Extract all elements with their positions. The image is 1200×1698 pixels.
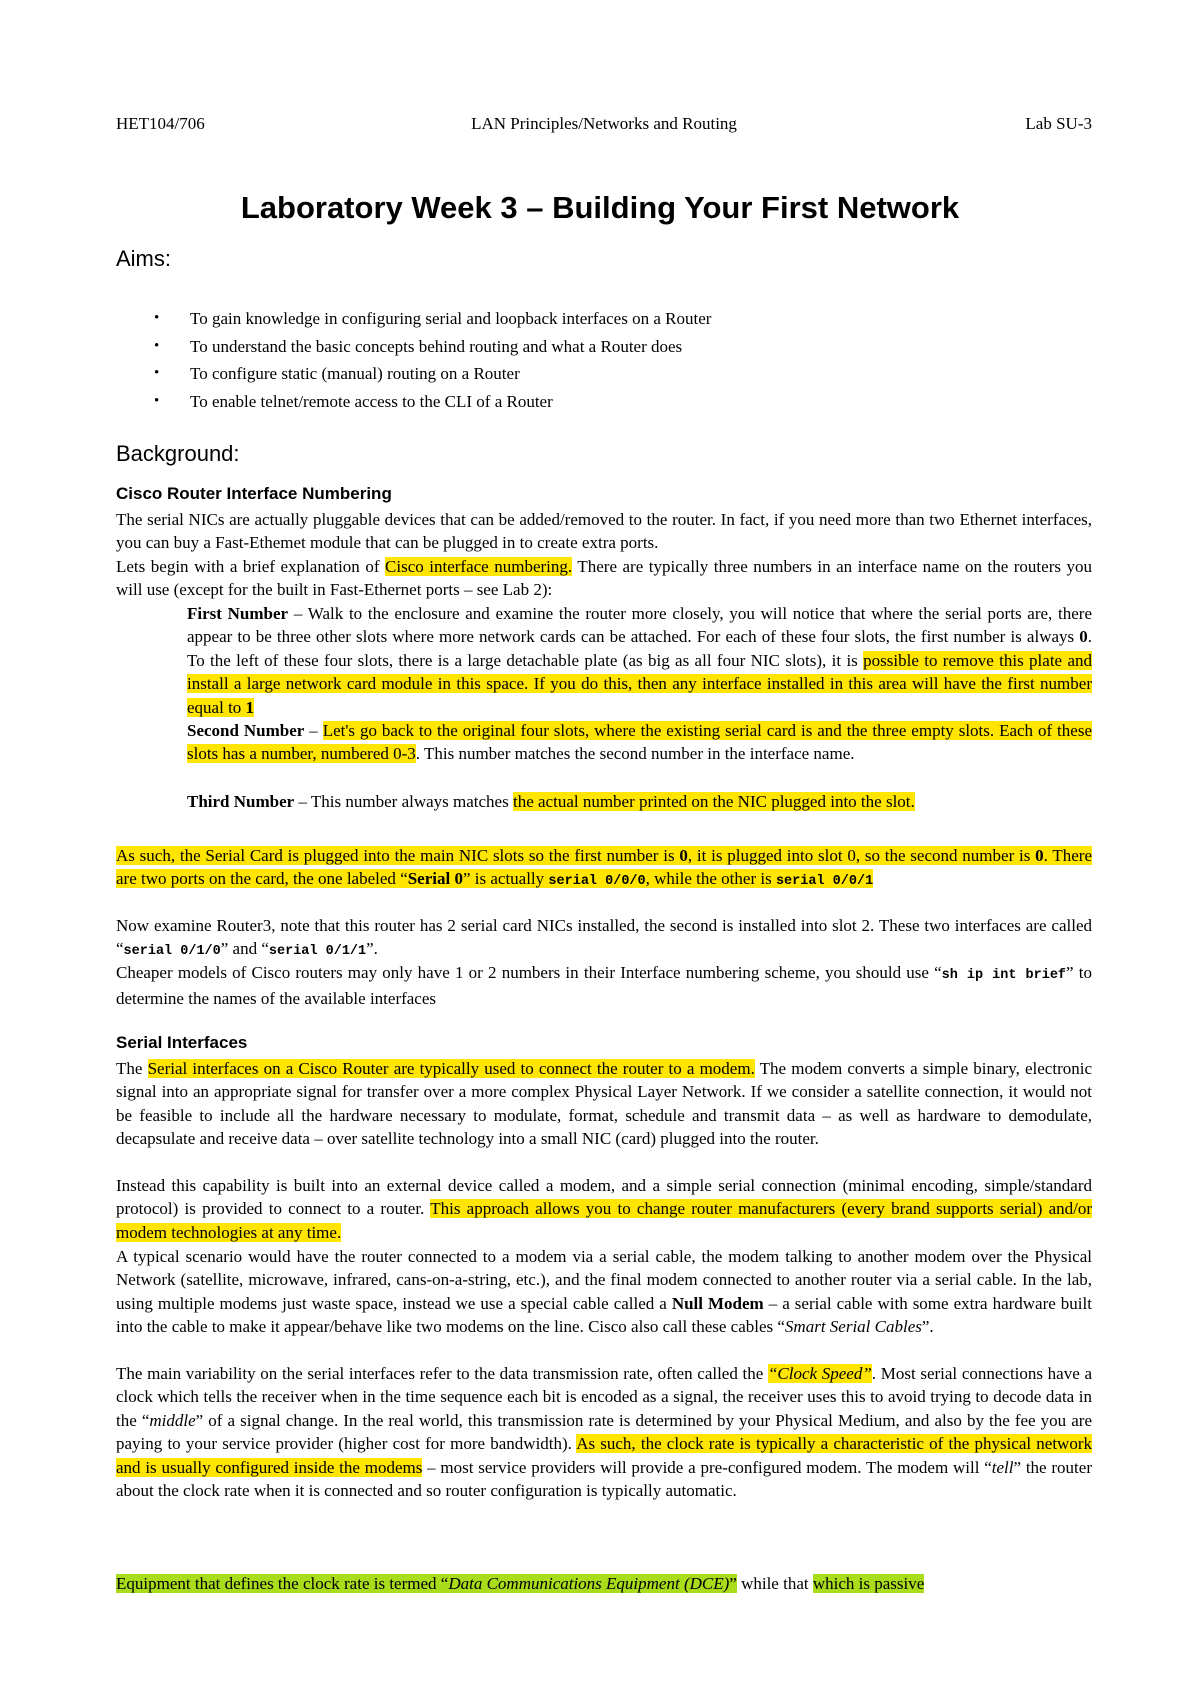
aims-item: • To enable telnet/remote access to the CLI of a Router	[116, 388, 711, 416]
serial-interfaces-heading: Serial Interfaces	[116, 1033, 248, 1052]
bullet-icon: •	[154, 310, 160, 326]
second-number-paragraph: Second Number – Let's go back to the original four slots, where the existing serial card is and the three empty slots. Each of these slots has a number, numbered 0-3. This number matches the second number in the interface name.	[187, 721, 1092, 764]
serial-paragraph-2: Instead this capability is built into an external device called a modem, and a simple serial connection (minimal encoding, simple/standard protocol) is provided to connect to a router. This approach allows you to change router manufacturers (every brand supports serial) and/or modem technologies at any time.	[116, 1176, 1092, 1242]
aims-heading: Aims:	[116, 246, 171, 271]
numbering-paragraph-2: Lets begin with a brief explanation of Cisco interface numbering. There are typically three numbers in an interface name on the routers you will use (except for the built in Fast-Ethernet ports – see Lab 2):	[116, 557, 1093, 600]
serial-paragraph-1: The Serial interfaces on a Cisco Router are typically used to connect the router to a modem. The modem converts a simple binary, electronic signal into an appropriate signal for transfer over a more complex Physical Layer Network. If we consider a satellite connection, it would not be feasible to include all the hardware necessary to modulate, format, schedule and transmit data – as well as hardware to demodulate, decapsulate and receive data – over satellite technology into a small NIC (card) plugged into the router.	[116, 1059, 1092, 1149]
router3-paragraph: Now examine Router3, note that this router has 2 serial card NICs installed, the second is installed into slot 2. These two interfaces are called “serial 0/1/0” and “serial 0/1/1”.	[116, 916, 1092, 960]
serial-card-paragraph: As such, the Serial Card is plugged into the main NIC slots so the first number is 0, it is plugged into slot 0, so the second number is 0. There are two ports on the card, the one labeled “Serial 0” is actually serial 0/0/0, while the other is serial 0/0/1	[116, 846, 1093, 890]
bullet-icon: •	[154, 392, 160, 409]
aims-list	[116, 305, 711, 415]
first-number-paragraph: First Number – Walk to the enclosure and examine the router more closely, you will notice that where the serial ports are, there appear to be three other slots where more network cards can be attached. For each of these four slots, the first number is always 0. To the left of these four slots, there is a large detachable plate (as big as all four NIC slots), it is possible to remove this plate and install a large network card module in this space. If you do this, then any interface installed in this area will have the first number equal to 1	[187, 604, 1092, 717]
header-course-code: HET104/706	[116, 114, 205, 133]
header-lab-code: Lab SU-3	[1025, 114, 1092, 133]
aims-item: • To gain knowledge in configuring serial and loopback interfaces on a Router	[116, 305, 711, 333]
header-course-title: LAN Principles/Networks and Routing	[471, 114, 737, 133]
serial-paragraph-3: A typical scenario would have the router connected to a modem via a serial cable, the modem talking to another modem over the Physical Network (satellite, microwave, infrared, cans-on-a-string, etc.), and the final modem connected to another router via a serial cable. In the lab, using multiple modems just waste space, instead we use a special cable called a Null Modem – a serial cable with some extra hardware built into the cable to make it appear/behave like two modems on the line. Cisco also call these cables “Smart Serial Cables”.	[116, 1247, 1092, 1337]
page-header	[116, 114, 1092, 140]
third-number-paragraph: Third Number – This number always matches the actual number printed on the NIC plugged into the slot.	[187, 792, 915, 811]
background-heading: Background:	[116, 441, 240, 466]
serial-paragraph-5: Equipment that defines the clock rate is termed “Data Communications Equipment (DCE)” while that which is passive	[116, 1574, 925, 1593]
aims-item: • To understand the basic concepts behind routing and what a Router does	[116, 333, 711, 361]
document-title: Laboratory Week 3 – Building Your First Network	[240, 190, 960, 225]
numbering-paragraph-1: The serial NICs are actually pluggable devices that can be added/removed to the router. In fact, if you need more than two Ethernet interfaces, you can buy a Fast-Ethemet module that can be plugged in to create extra ports.	[116, 510, 1092, 553]
numbering-heading: Cisco Router Interface Numbering	[116, 484, 392, 503]
cheaper-models-paragraph: Cheaper models of Cisco routers may only have 1 or 2 numbers in their Interface numbering scheme, you should use “sh ip int brief” to determine the names of the available interfaces	[116, 963, 1092, 1009]
bullet-icon: •	[154, 337, 160, 354]
bullet-icon: •	[154, 365, 160, 381]
serial-paragraph-4: The main variability on the serial interfaces refer to the data transmission rate, often called the “Clock Speed”. Most serial connections have a clock which tells the receiver when in the time sequence each bit is encoded as a signal, the receiver uses this to avoid trying to decode data in the “middle” of a signal change. In the real world, this transmission rate is determined by your Physical Medium, and also by the fee you are paying to your service provider (higher cost for more bandwidth). As such, the clock rate is typically a characteristic of the physical network and is usually configured inside the modems – most service providers will provide a pre-configured modem. The modem will “tell” the router about the clock rate when it is connected and so router configuration is typically automatic.	[116, 1364, 1092, 1501]
aims-item: • To configure static (manual) routing on a Router	[116, 360, 711, 388]
